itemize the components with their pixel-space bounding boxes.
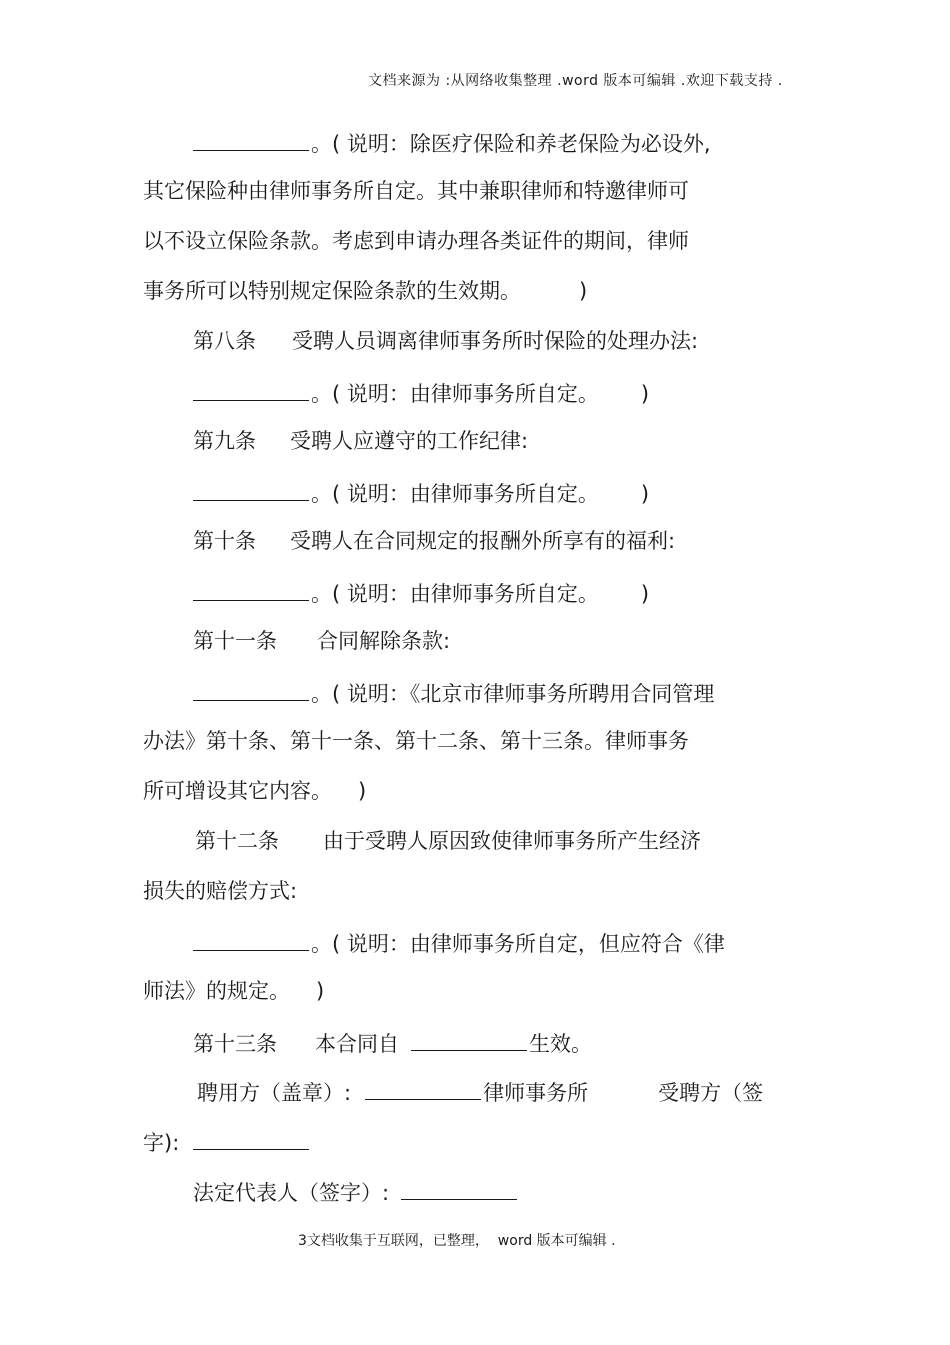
- article-number: 第八条: [193, 329, 256, 353]
- article-8: [193, 328, 698, 354]
- text: 。( 说明：除医疗保险和养老保险为必设外,: [311, 132, 711, 156]
- paragraph-line: [193, 578, 649, 607]
- text: 。( 说明：《北京市律师事务所聘用合同管理: [311, 682, 715, 706]
- text: ): [579, 279, 588, 303]
- fill-blank[interactable]: [193, 128, 309, 151]
- paragraph-line: [193, 928, 725, 957]
- page-header: 文档来源为 :从网络收集整理 .word 版本可编辑 .欢迎下载支持 .: [368, 73, 783, 89]
- text: 所可增设其它内容。: [143, 779, 332, 803]
- article-number: 第十条: [193, 529, 256, 553]
- paragraph-line: [193, 678, 714, 707]
- employee-label: 受聘方（签: [658, 1081, 764, 1105]
- text: 事务所可以特别规定保险条款的生效期。: [143, 279, 521, 303]
- article-text: 受聘人在合同规定的报酬外所享有的福利:: [290, 529, 676, 553]
- employer-label: 聘用方（盖章）:: [197, 1081, 352, 1105]
- fill-blank[interactable]: [193, 478, 309, 501]
- paragraph-line: 办法》第十条、第十一条、第十二条、第十三条。律师事务: [143, 729, 689, 753]
- paragraph-line: [193, 378, 649, 407]
- article-12: [195, 828, 701, 854]
- employee-label: 字):: [143, 1131, 180, 1155]
- article-10: [193, 528, 675, 554]
- text: ): [358, 779, 367, 803]
- article-text: 受聘人应遵守的工作纪律:: [290, 429, 529, 453]
- text: 。( 说明：由律师事务所自定。: [311, 382, 599, 406]
- paragraph-line: 其它保险种由律师事务所自定。其中兼职律师和特邀律师可: [143, 179, 689, 203]
- article-number: 第十一条: [193, 629, 277, 653]
- article-text: 由于受聘人原因致使律师事务所产生经济: [323, 829, 701, 853]
- paragraph-line: [193, 478, 649, 507]
- paragraph-line: [143, 278, 587, 304]
- article-text: 本合同自: [315, 1032, 399, 1056]
- text: 师法》的规定。: [143, 979, 290, 1003]
- article-text: 合同解除条款:: [317, 629, 451, 653]
- text: ): [640, 582, 650, 606]
- representative-signature-line: [193, 1177, 519, 1206]
- employee-signature-line: [143, 1127, 311, 1156]
- paragraph-line: [143, 978, 324, 1004]
- paragraph-line: [193, 128, 711, 157]
- representative-blank[interactable]: [401, 1177, 517, 1200]
- representative-label: 法定代表人（签字）:: [193, 1181, 390, 1205]
- article-9: [193, 428, 528, 454]
- effective-date-blank[interactable]: [411, 1028, 527, 1051]
- text: ): [640, 382, 650, 406]
- text: 。( 说明：由律师事务所自定。: [311, 582, 599, 606]
- text: 律师事务所: [483, 1081, 589, 1105]
- fill-blank[interactable]: [193, 378, 309, 401]
- text: 。( 说明：由律师事务所自定，但应符合《律: [311, 932, 725, 956]
- text: ): [640, 482, 650, 506]
- article-text: 受聘人员调离律师事务所时保险的处理办法:: [292, 329, 699, 353]
- fill-blank[interactable]: [193, 578, 309, 601]
- article-number: 第十二条: [195, 829, 279, 853]
- article-text: 生效。: [529, 1032, 592, 1056]
- article-number: 第九条: [193, 429, 256, 453]
- fill-blank[interactable]: [193, 678, 309, 701]
- employee-blank[interactable]: [193, 1127, 309, 1150]
- employer-blank[interactable]: [365, 1077, 481, 1100]
- text: ): [316, 979, 325, 1003]
- article-11: [193, 628, 450, 654]
- article-number: 第十三条: [193, 1032, 277, 1056]
- page-footer: 3文档收集于互联网，已整理， word 版本可编辑 .: [298, 1233, 616, 1249]
- paragraph-line: 损失的赔偿方式:: [143, 879, 298, 903]
- article-13: [193, 1028, 592, 1057]
- paragraph-line: 以不设立保险条款。考虑到申请办理各类证件的期间，律师: [143, 229, 689, 253]
- paragraph-line: [143, 778, 366, 804]
- employer-signature-line: [197, 1077, 763, 1106]
- text: 。( 说明：由律师事务所自定。: [311, 482, 599, 506]
- fill-blank[interactable]: [193, 928, 309, 951]
